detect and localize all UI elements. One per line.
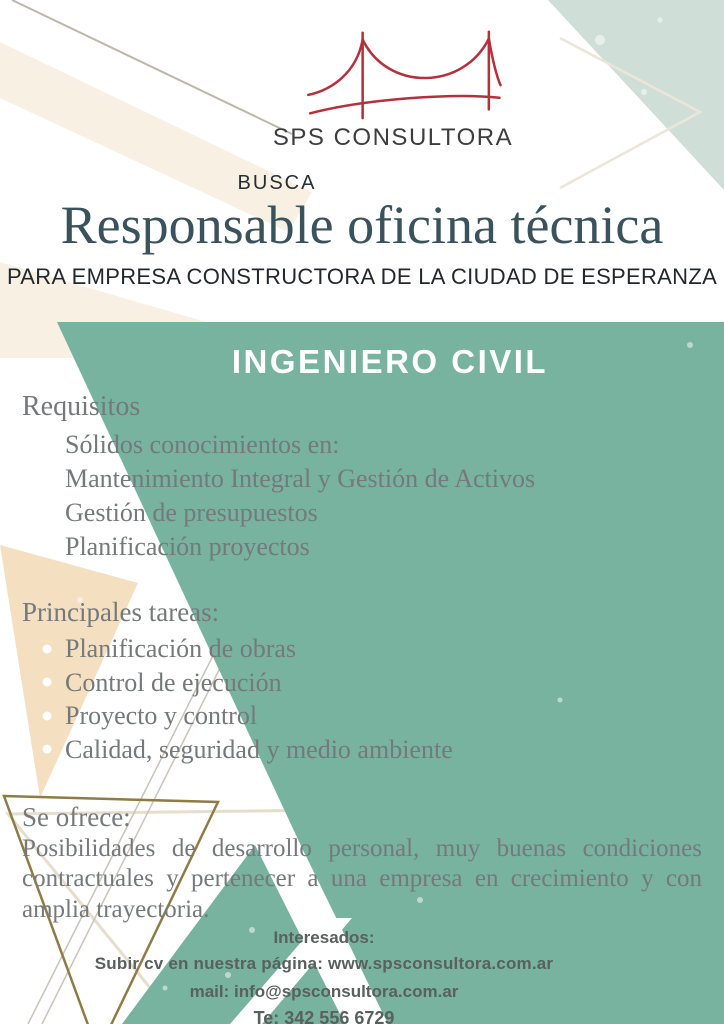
list-item: Sólidos conocimientos en: — [65, 430, 340, 459]
page-subtitle: PARA EMPRESA CONSTRUCTORA DE LA CIUDAD DE ESPERANZA — [6, 264, 718, 289]
bullet-dot — [43, 645, 52, 654]
bridge-deck — [310, 96, 499, 113]
bullet-dot — [43, 678, 52, 687]
contact-website: Subir cv en nuestra página: www.spsconsultora.com.ar — [94, 954, 554, 973]
bridge-right-cable — [489, 39, 501, 86]
brand-name: SPS CONSULTORA — [272, 124, 514, 151]
bullet-dot — [43, 745, 52, 754]
list-item: Control de ejecución — [65, 667, 282, 697]
suspension-bridge-icon — [298, 24, 503, 124]
pale-green-corner — [548, 0, 724, 190]
tareas-heading: Principales tareas: — [22, 597, 220, 627]
contact-block — [0, 925, 648, 1024]
intro-label: BUSCA — [237, 172, 317, 194]
list-item: Gestión de presupuestos — [65, 498, 318, 527]
contact-phone: Te: 342 556 6729 — [253, 1008, 395, 1024]
list-item: Mantenimiento Integral y Gestión de Activos — [65, 464, 536, 493]
tareas-list — [65, 632, 453, 766]
bridge-left-cable — [308, 40, 362, 95]
oferta-heading: Se ofrece: — [22, 802, 131, 832]
list-item: Proyecto y control — [65, 701, 258, 730]
contact-heading: Interesados: — [273, 928, 375, 947]
bullet-dot — [43, 712, 52, 721]
oferta-paragraph: Posibilidades de desarrollo personal, muy buenas condiciones contractuales y pertenecer a una empresa en crecimiento y con amplia trayectoria. — [22, 835, 702, 923]
page-title: Responsable oficina técnica — [60, 195, 664, 255]
contact-email: mail: info@spsconsultora.com.ar — [189, 982, 459, 1001]
list-item: Planificación de obras — [65, 634, 297, 663]
requisitos-list — [65, 428, 535, 564]
list-item: Planificación proyectos — [65, 532, 310, 561]
list-item: Calidad, seguridad y medio ambiente — [65, 734, 453, 764]
requisitos-heading: Requisitos — [22, 391, 141, 422]
bridge-main-cable — [363, 39, 489, 78]
role-banner: INGENIERO CIVIL — [231, 343, 549, 380]
